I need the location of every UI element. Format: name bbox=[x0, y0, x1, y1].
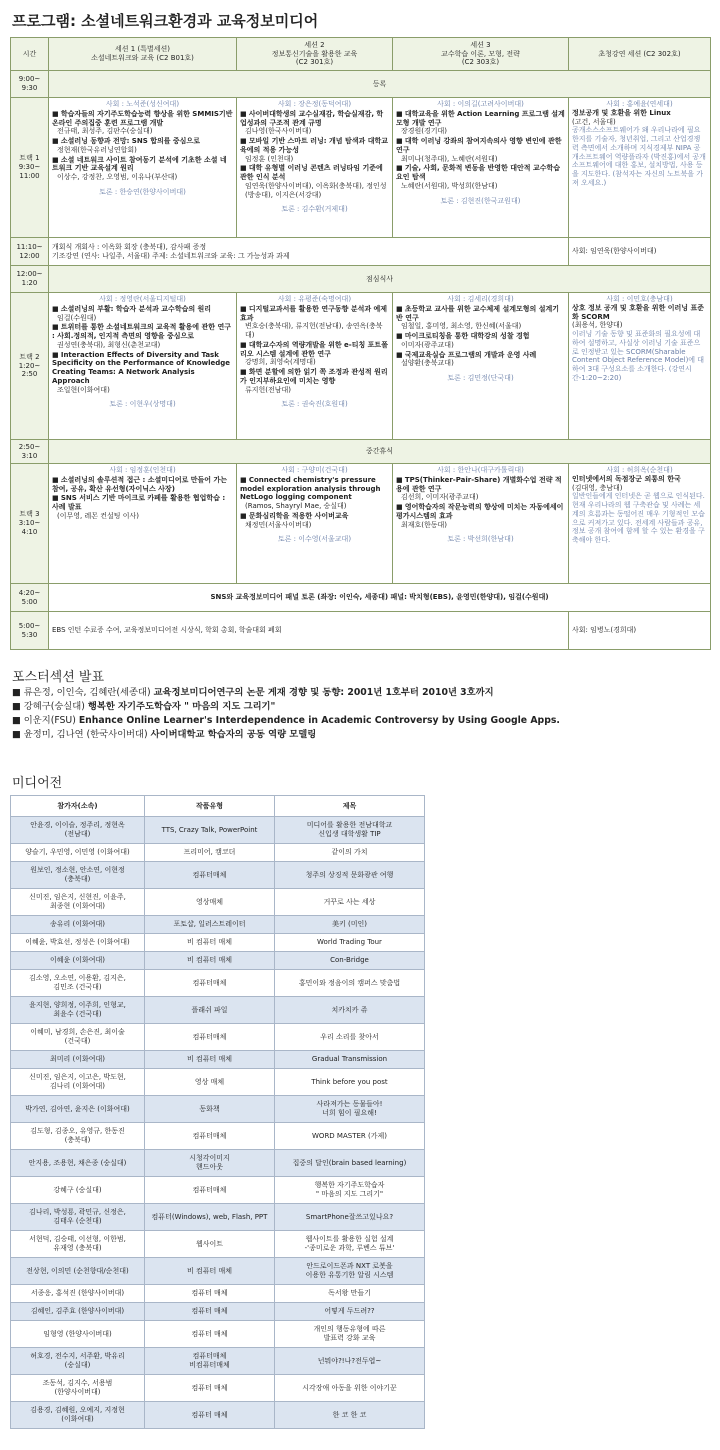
table-row bbox=[11, 1258, 425, 1285]
paper-authors: (Ramos, Shayryl Mae, 숭실대) bbox=[245, 502, 347, 510]
media-participants: 원보인, 정소현, 안소연, 이현정 (충북대) bbox=[11, 862, 145, 889]
track1-session1 bbox=[49, 98, 237, 238]
paper-title: 대학 유형별 이러닝 콘텐츠 러닝타임 기준에 관한 인식 분석 bbox=[240, 164, 383, 181]
paper-item bbox=[396, 503, 565, 529]
track1-session2 bbox=[237, 98, 393, 238]
poster-authors: 류은정, 이인숙, 김혜란(세종대) bbox=[23, 687, 151, 698]
media-title: 넌뭐야?!나?전두엽~ bbox=[275, 1348, 425, 1375]
panel-time: 4:20~ 5:00 bbox=[11, 584, 49, 612]
poster-list bbox=[12, 686, 560, 742]
media-type: 컴퓨터 매체 bbox=[145, 1402, 275, 1429]
invited-speaker: (고건, 서울대) bbox=[572, 117, 616, 126]
table-row bbox=[11, 1204, 425, 1231]
media-heading: 미디어전 bbox=[12, 776, 63, 791]
bullet-icon: ■ bbox=[52, 323, 61, 332]
track2-invited bbox=[569, 293, 711, 440]
closing-time: 5:00~ 5:30 bbox=[11, 612, 49, 650]
track1-row bbox=[11, 98, 711, 238]
bullet-icon: ■ bbox=[396, 109, 405, 118]
media-type: 컴퓨터(Windows), web, Flash, PPT bbox=[145, 1204, 275, 1231]
media-participants: 신미진, 임은지, 신현진, 이윤주, 최종현 (이화여대) bbox=[11, 889, 145, 916]
lunch-time: 12:00~ 1:20 bbox=[11, 266, 49, 293]
invited-desc: 이러닝 기술 동향 및 표준화의 필요성에 대하여 설명하고, 사실상 이러닝 기술 표준으로 인정받고 있는 SCORM(Sharable Content Object Reference Model)에 대하여 3대 구성요소를 소개한다. (강연시간-1:20~2:20) bbox=[572, 330, 705, 382]
bullet-icon: ■ bbox=[52, 304, 61, 313]
paper-title: 소셜러닝의 부활: 학습자 분석과 교수학습의 원리 bbox=[60, 304, 212, 313]
paper-authors: 권성연(충북대), 최형신(춘천교대) bbox=[57, 340, 161, 349]
bullet-icon: ■ bbox=[52, 494, 61, 503]
poster-title: Enhance Online Learner's Interdependence in Academic Controversy by Using Google Apps. bbox=[78, 715, 560, 726]
media-title: Con-Bridge bbox=[275, 952, 425, 970]
bullet-icon: ■ bbox=[396, 475, 405, 484]
panel-row bbox=[11, 584, 711, 612]
poster-authors: 이운지(FSU) bbox=[23, 715, 76, 726]
track2-time: 트랙 2 1:20~ 2:50 bbox=[11, 293, 49, 440]
paper-title: 트위터를 통한 소셜네트워크의 교육적 활용에 관한 연구 : 사회.정의적, 인지적 측면의 영향을 중심으로 bbox=[52, 323, 231, 340]
paper-title: 기술, 사회, 문화적 변동을 반영한 대안적 교수학습 요인 탐색 bbox=[396, 164, 561, 181]
break-label: 중간휴식 bbox=[49, 440, 711, 464]
media-type: 웹사이트 bbox=[145, 1231, 275, 1258]
bullet-icon: ■ bbox=[52, 475, 61, 484]
media-type: 영상 매체 bbox=[145, 1069, 275, 1096]
paper-title: 사이버대학생의 교수실재감, 학습실재감, 학업성과의 구조적 관계 규명 bbox=[240, 109, 384, 127]
media-participants: 양슬기, 우민영, 이민영 (이화여대) bbox=[11, 844, 145, 862]
media-participants: 안윤경, 이이슬, 정주리, 정현옥 (전남대) bbox=[11, 817, 145, 844]
lunch-label: 점심식사 bbox=[49, 266, 711, 293]
invited-speaker: (김대영, 충남대) bbox=[572, 483, 623, 492]
track2-session2 bbox=[237, 293, 393, 440]
media-participants: 허호경, 전수지, 서주환, 박유리 (숭실대) bbox=[11, 1348, 145, 1375]
media-title: Gradual Transmission bbox=[275, 1051, 425, 1069]
table-row bbox=[11, 1285, 425, 1303]
invited-desc: 공개소스소프트웨어가 왜 우리나라에 필요한지를 기술자, 청년취업, 그리고 산업경쟁력 측면에서 소개하며 지식경제부 NIPA 공개소프트웨어 역량플라자 (박진홍)에서 공개소프트웨어에 대한 홍보, 설치방법, 사용 등을 지도한다. (참석자는 자신의 노트북을 가져 오세요.) bbox=[572, 126, 706, 187]
bullet-icon: ■ bbox=[396, 164, 405, 173]
media-type: 비 컴퓨터 매체 bbox=[145, 952, 275, 970]
bullet-icon: ■ bbox=[12, 701, 24, 712]
poster-item bbox=[12, 714, 560, 728]
session-chair: 사회 : 구양미(건국대) bbox=[281, 466, 348, 474]
lunch-row bbox=[11, 266, 711, 293]
track2-session1 bbox=[49, 293, 237, 440]
session-chair: 사회 : 장은정(동덕여대) bbox=[277, 100, 352, 108]
session-chair: 사회 : 정영란(서울디지털대) bbox=[99, 295, 186, 303]
media-title: 안드로이드폰과 NXT 로봇을 이용한 유통기한 알림 시스템 bbox=[275, 1258, 425, 1285]
media-title: 집중의 달인(brain based learning) bbox=[275, 1150, 425, 1177]
opening-chair: 사회: 임연욱(한양사이버대) bbox=[569, 238, 711, 266]
paper-authors: 이미자(광주교대) bbox=[401, 340, 454, 349]
table-row bbox=[11, 934, 425, 952]
track3-row bbox=[11, 464, 711, 584]
media-title: 개인의 행동유형에 따른 발표력 강화 교육 bbox=[275, 1321, 425, 1348]
media-title: 행복한 자기주도학습자 " 마음의 지도 그리기" bbox=[275, 1177, 425, 1204]
media-participants: 전상현, 이의민 (순천향대/순천대) bbox=[11, 1258, 145, 1285]
bullet-icon: ■ bbox=[396, 137, 405, 145]
paper-item bbox=[52, 110, 233, 136]
header-invited: 초청강연 세션 (C2 302호) bbox=[569, 38, 711, 71]
session-chair: 사회 : 김세리(경희대) bbox=[447, 295, 514, 303]
media-type: 컴퓨터매체 bbox=[145, 1024, 275, 1051]
table-row bbox=[11, 1096, 425, 1123]
media-participants: 신미진, 임은지, 이고은, 박도현, 김나리 (이화여대) bbox=[11, 1069, 145, 1096]
paper-item bbox=[52, 156, 233, 182]
session-chair: 사회 : 노석준(성신여대) bbox=[105, 100, 180, 108]
media-participants: 윤지현, 양희정, 이주희, 인형교, 최윤수 (건국대) bbox=[11, 997, 145, 1024]
paper-item bbox=[396, 110, 565, 136]
media-title: 미디어를 활용한 전남대학교 신입생 대학생활 TIP bbox=[275, 817, 425, 844]
registration-label: 등록 bbox=[49, 71, 711, 98]
media-type: 비 컴퓨터 매체 bbox=[145, 934, 275, 952]
media-participants: 조동석, 김지수, 서용범 (한양사이버대) bbox=[11, 1375, 145, 1402]
track3-session2 bbox=[237, 464, 393, 584]
bullet-icon: ■ bbox=[396, 350, 405, 359]
media-col-header: 제목 bbox=[275, 796, 425, 817]
poster-heading: 포스터섹션 발표 bbox=[12, 670, 105, 685]
paper-item bbox=[52, 305, 233, 323]
media-title: 독서왕 만들기 bbox=[275, 1285, 425, 1303]
bullet-icon: ■ bbox=[52, 350, 61, 359]
session-discussant: 토론 : 김수환(거제대) bbox=[281, 205, 348, 214]
paper-authors: 설양환(충북교대) bbox=[401, 359, 454, 368]
registration-time: 9:00~ 9:30 bbox=[11, 71, 49, 98]
header-session-1: 세션 1 (특별세션) 소셜네트워크와 교육 (C2 B01호) bbox=[49, 38, 237, 71]
poster-title: 교육정보미디어연구의 논문 게재 경향 및 동향: 2001년 1호부터 2010년 3호까지 bbox=[153, 687, 494, 698]
bullet-icon: ■ bbox=[240, 340, 249, 349]
media-participants: 김나리, 박성룡, 곽민규, 신정은, 김태우 (순천대) bbox=[11, 1204, 145, 1231]
media-participants: 최미리 (이화여대) bbox=[11, 1051, 145, 1069]
bullet-icon: ■ bbox=[240, 475, 249, 484]
table-row bbox=[11, 1150, 425, 1177]
media-title: 치카치카 쥬 bbox=[275, 997, 425, 1024]
media-title: 같이의 가치 bbox=[275, 844, 425, 862]
table-row bbox=[11, 817, 425, 844]
poster-item bbox=[12, 700, 560, 714]
opening-content bbox=[49, 238, 569, 266]
bullet-icon: ■ bbox=[240, 304, 249, 313]
paper-item bbox=[240, 512, 389, 530]
poster-item bbox=[12, 728, 560, 742]
media-type: 컴퓨터매체 bbox=[145, 970, 275, 997]
session-discussant: 토론 : 이현우(상명대) bbox=[109, 400, 176, 409]
opening-line1: 개회식 개회사 : 이옥화 회장 (충북대), 감사패 증정 bbox=[52, 242, 207, 251]
media-type: 컴퓨터매체 bbox=[145, 1123, 275, 1150]
paper-item bbox=[240, 341, 389, 367]
media-type: 비 컴퓨터 매체 bbox=[145, 1258, 275, 1285]
track3-session1 bbox=[49, 464, 237, 584]
paper-authors: 임정훈 (인천대) bbox=[245, 154, 294, 163]
media-type: 컴퓨터매체 bbox=[145, 1177, 275, 1204]
bullet-icon: ■ bbox=[396, 503, 405, 511]
invited-desc: 일반인들에게 인터넷은 곧 웹으로 인식된다. 현재 우리나라의 웹 구축관습 및 사례는 세계의 흐름과는 동떨어진 매우 기형적인 모습으로 커져가고 있다. 전세계 사람들과 공유, 정보 공개 참여에 함께 할 수 있는 환경을 구축해야 한다. bbox=[572, 492, 705, 544]
paper-title: 대학 이러닝 강좌의 참여지속의사 영향 변인에 관한 연구 bbox=[396, 137, 562, 154]
session-chair: 사회 : 이의길(고려사이버대) bbox=[437, 100, 524, 108]
paper-authors: 임걸(수원대) bbox=[57, 313, 97, 322]
invited-title: 인터넷에서의 독점장군 외통의 한국 bbox=[572, 474, 681, 483]
invited-title: 정보공개 및 호환을 위한 Linux bbox=[572, 108, 671, 117]
bullet-icon: ■ bbox=[396, 304, 405, 313]
media-participants: 박가연, 김아연, 윤지은 (이화여대) bbox=[11, 1096, 145, 1123]
paper-title: 영어학습자의 작문능력의 향상에 미치는 자동에세이 평가시스템의 효과 bbox=[396, 503, 564, 520]
media-title: Think before you post bbox=[275, 1069, 425, 1096]
paper-item bbox=[396, 164, 565, 190]
paper-item bbox=[240, 164, 389, 199]
media-type: 비 컴퓨터 매체 bbox=[145, 1051, 275, 1069]
media-title: 美키 (미인) bbox=[275, 916, 425, 934]
bullet-icon: ■ bbox=[240, 511, 249, 520]
table-row bbox=[11, 1024, 425, 1051]
table-row bbox=[11, 997, 425, 1024]
bullet-icon: ■ bbox=[12, 715, 24, 726]
media-title: 웹사이트를 활용한 실험 설계 -'종미로운 과학, 루벤스 튜브' bbox=[275, 1231, 425, 1258]
paper-authors: 임철일, 홍미영, 최소영, 한신혜(서울대) bbox=[401, 322, 522, 331]
table-row bbox=[11, 1231, 425, 1258]
paper-item bbox=[240, 137, 389, 163]
table-row bbox=[11, 1375, 425, 1402]
session-discussant: 토론 : 이수영(서울교대) bbox=[277, 535, 352, 544]
poster-item bbox=[12, 686, 560, 700]
track3-invited bbox=[569, 464, 711, 584]
poster-title: 행복한 자기주도학습자 " 마음의 지도 그리기" bbox=[87, 701, 276, 712]
track1-session3 bbox=[393, 98, 569, 238]
media-type: 컴퓨터 매체 bbox=[145, 1375, 275, 1402]
paper-item bbox=[52, 351, 233, 395]
media-title: 홍민이와 정음이의 캠퍼스 맞춤법 bbox=[275, 970, 425, 997]
header-session-2: 세션 2 정보통신기술을 활용한 교육 (C2 301호) bbox=[237, 38, 393, 71]
table-row bbox=[11, 1123, 425, 1150]
table-row bbox=[11, 1069, 425, 1096]
paper-item bbox=[52, 494, 233, 520]
session-discussant: 토론 : 박선희(한남대) bbox=[447, 535, 514, 544]
paper-item bbox=[240, 476, 389, 511]
paper-item bbox=[240, 368, 389, 394]
paper-authors: 장경원(경기대) bbox=[401, 127, 448, 136]
panel-label: SNS와 교육정보미디어 패널 토론 (좌장: 이인숙, 세종대) 패널: 박치형(EBS), 윤영민(한양대), 임걸(수원대) bbox=[49, 584, 711, 612]
track2-row bbox=[11, 293, 711, 440]
media-type: 영상매체 bbox=[145, 889, 275, 916]
paper-authors: 정현재(한국유러닝연합회) bbox=[57, 145, 137, 154]
bullet-icon: ■ bbox=[12, 729, 24, 740]
closing-chair: 사회: 임병노(경희대) bbox=[569, 612, 711, 650]
closing-label: EBS 인턴 수료증 수여, 교육정보미디어전 시상식, 학회 총회, 학술대회 폐회 bbox=[49, 612, 569, 650]
media-type: 컴퓨터 매체 bbox=[145, 1303, 275, 1321]
paper-authors: 조일현(이화여대) bbox=[57, 385, 110, 394]
table-row bbox=[11, 916, 425, 934]
media-col-header: 참가자(소속) bbox=[11, 796, 145, 817]
table-row bbox=[11, 952, 425, 970]
paper-title: 대학교육을 위한 Action Learning 프로그램 설계모형 개발 연구 bbox=[396, 109, 565, 127]
bullet-icon: ■ bbox=[396, 332, 405, 340]
media-type: TTS, Crazy Talk, PowerPoint bbox=[145, 817, 275, 844]
media-title: World Trading Tour bbox=[275, 934, 425, 952]
opening-row bbox=[11, 238, 711, 266]
paper-title: 모바일 기반 스마트 러닝: 개념 탐색과 대학교육에의 적용 가능성 bbox=[240, 137, 388, 154]
table-row bbox=[11, 1348, 425, 1375]
bullet-icon: ■ bbox=[52, 109, 61, 118]
table-row bbox=[11, 1321, 425, 1348]
media-participants: 강혜구 (숭실대) bbox=[11, 1177, 145, 1204]
paper-authors: 최재호(한동대) bbox=[401, 520, 448, 529]
media-type: 프리미어, 캠코더 bbox=[145, 844, 275, 862]
paper-authors: 김나영(한국사이버대) bbox=[245, 127, 312, 136]
bullet-icon: ■ bbox=[240, 137, 249, 145]
paper-authors: 최미나(청주대), 노혜란(서원대) bbox=[401, 154, 498, 163]
media-table bbox=[10, 795, 425, 1429]
media-type: 컴퓨터매체 bbox=[145, 862, 275, 889]
paper-item bbox=[396, 332, 565, 350]
bullet-icon: ■ bbox=[52, 137, 61, 145]
closing-row bbox=[11, 612, 711, 650]
track3-time: 트랙 3 3:10~ 4:10 bbox=[11, 464, 49, 584]
poster-title: 사이버대학교 학습자의 공동 역량 모델링 bbox=[150, 729, 317, 740]
paper-item bbox=[52, 323, 233, 349]
media-type: 컴퓨터 매체 bbox=[145, 1285, 275, 1303]
media-title: 한 코 한 코 bbox=[275, 1402, 425, 1429]
registration-row bbox=[11, 71, 711, 98]
paper-title: TPS(Thinker-Pair-Share) 개별화수업 전략 적용에 관한 연구 bbox=[396, 475, 562, 493]
paper-title: 마이크로티칭을 통한 대학강의 성찰 경험 bbox=[404, 332, 530, 340]
media-participants: 송유리 (이화여대) bbox=[11, 916, 145, 934]
opening-time: 11:10~ 12:00 bbox=[11, 238, 49, 266]
paper-item bbox=[240, 110, 389, 136]
media-type: 포토샵, 일러스트레이터 bbox=[145, 916, 275, 934]
media-title: 시각장애 아동을 위한 이야기꾼 bbox=[275, 1375, 425, 1402]
paper-item bbox=[240, 305, 389, 340]
table-row bbox=[11, 844, 425, 862]
session-chair: 사회 : 유평준(숙명여대) bbox=[277, 295, 352, 303]
session-discussant: 토론 : 김현진(한국교원대) bbox=[440, 196, 521, 205]
bullet-icon: ■ bbox=[12, 687, 24, 698]
session-chair: 사회 : 임정훈(인천대) bbox=[109, 466, 176, 474]
bullet-icon: ■ bbox=[240, 368, 249, 376]
session-discussant: 토론 : 김민정(단국대) bbox=[447, 374, 514, 382]
opening-line2: 기조강연 (연사: 나일주, 서울대) 주제: 소셜네트워크와 교육: 그 가능성과 과제 bbox=[52, 251, 290, 260]
paper-authors: 노혜란(서원대), 박성희(한남대) bbox=[401, 181, 498, 190]
track1-time: 트랙 1 9:30~ 11:00 bbox=[11, 98, 49, 238]
paper-title: 초등학교 교사를 위한 교수체제 설계모형의 설계기반 연구 bbox=[396, 304, 560, 322]
paper-authors: 류지헌(전남대) bbox=[245, 385, 292, 394]
bullet-icon: ■ bbox=[52, 155, 61, 164]
paper-authors: 전규태, 최성주, 김판수(숭실대) bbox=[57, 127, 153, 136]
track3-session3 bbox=[393, 464, 569, 584]
paper-authors: 변호승(충북대), 류지헌(전남대), 송연옥(충북대) bbox=[245, 322, 383, 339]
media-type: 동화책 bbox=[145, 1096, 275, 1123]
media-participants: 임형영 (한양사이버대) bbox=[11, 1321, 145, 1348]
invited-chair: 사회 : 이민호(충남대) bbox=[606, 295, 673, 303]
table-row bbox=[11, 862, 425, 889]
session-discussant: 토론 : 권숙진(호원대) bbox=[281, 400, 348, 409]
paper-title: 문화심리학을 적용한 사이버교육 bbox=[248, 511, 349, 520]
paper-title: 대학교수자의 역량개발을 위한 e-티칭 포트폴리오 시스템 설계에 관한 연구 bbox=[240, 340, 388, 358]
paper-title: 소셜러닝의 솔루션적 접근 : 소셜미디어로 만들어 가는 참여, 공유, 확산 유선형(자이닉스 사장) bbox=[52, 475, 228, 493]
media-type: 시청각이미지 핸드아웃 bbox=[145, 1150, 275, 1177]
paper-item bbox=[52, 137, 233, 155]
session-chair: 사회 : 한안나(대구카톨릭대) bbox=[437, 466, 524, 474]
paper-title: 소셜러닝 동향과 전망: SNS 합의를 중심으로 bbox=[60, 137, 200, 145]
table-row bbox=[11, 1303, 425, 1321]
paper-title: Connected chemistry's pressure model exploration analysis through NetLogo logging component bbox=[240, 475, 381, 502]
invited-chair: 사회 : 허희옥(순천대) bbox=[606, 466, 673, 474]
table-row bbox=[11, 1402, 425, 1429]
media-title: 우리 소리를 찾아서 bbox=[275, 1024, 425, 1051]
table-row bbox=[11, 1051, 425, 1069]
paper-authors: 채정민(서울사이버대) bbox=[245, 520, 312, 529]
paper-item bbox=[396, 305, 565, 331]
media-participants: 이혜윤 (이화여대) bbox=[11, 952, 145, 970]
paper-item bbox=[396, 476, 565, 502]
paper-item bbox=[396, 351, 565, 369]
media-type: 컴퓨터매체 비컴퓨터매체 bbox=[145, 1348, 275, 1375]
paper-authors: 김선희, 이미자(광주교대) bbox=[401, 493, 479, 502]
track1-invited bbox=[569, 98, 711, 238]
paper-title: 국제교육실습 프로그램의 개발과 운영 사례 bbox=[404, 350, 537, 359]
media-participants: 김소영, 오소연, 이용환, 김지은, 김민조 (건국대) bbox=[11, 970, 145, 997]
paper-title: 화면 분할에 의한 읽기 쪽 조정과 관성적 원리가 인지부하요인에 미치는 영향 bbox=[240, 368, 388, 385]
media-title: 사라져가는 동물들아! 너희 힘이 필요해! bbox=[275, 1096, 425, 1123]
paper-title: 소셜 네트워크 사이트 참여동기 분석에 기초한 소셜 네트워크 기반 교육설계 원리 bbox=[52, 155, 227, 173]
media-header-row bbox=[11, 796, 425, 817]
media-participants: 서종응, 홍석진 (한양사이버대) bbox=[11, 1285, 145, 1303]
media-participants: 이혜미, 남경희, 손은진, 최이술 (건국대) bbox=[11, 1024, 145, 1051]
media-participants: 김혜인, 김주효 (한양사이버대) bbox=[11, 1303, 145, 1321]
break-row bbox=[11, 440, 711, 464]
poster-authors: 윤정미, 김나연 (한국사이버대) bbox=[23, 729, 148, 740]
table-row bbox=[11, 1177, 425, 1204]
media-type: 컴퓨터 매체 bbox=[145, 1321, 275, 1348]
media-title: 거꾸로 사는 세상 bbox=[275, 889, 425, 916]
paper-authors: 이상수, 강정찬, 오영범, 이유나(부산대) bbox=[57, 173, 178, 181]
paper-authors: 임연욱(한양사이버대), 이옥화(충북대), 정인성(방송대), 이지은(서강대) bbox=[245, 181, 387, 199]
paper-authors: 강명희, 최영숙(계명대) bbox=[245, 358, 316, 367]
media-participants: 이혜윤, 박효선, 정성은 (이화여대) bbox=[11, 934, 145, 952]
invited-speaker: (최용석, 한양대) bbox=[572, 321, 623, 330]
media-col-header: 작품유형 bbox=[145, 796, 275, 817]
media-title: WORD MASTER (가제) bbox=[275, 1123, 425, 1150]
session-discussant: 토론 : 한승연(한양사이버대) bbox=[99, 187, 186, 196]
break-time: 2:50~ 3:10 bbox=[11, 440, 49, 464]
paper-title: 학습자들의 자기주도학습능력 향상을 위한 SMMIS기반 온라인 주의집중 훈련 프로그램 개발 bbox=[52, 109, 233, 127]
paper-item bbox=[52, 476, 233, 494]
track2-session3 bbox=[393, 293, 569, 440]
program-header-row bbox=[11, 38, 711, 71]
media-participants: 김용경, 김혜원, 오예지, 지정현 (이화여대) bbox=[11, 1402, 145, 1429]
media-type: 플래쉬 파일 bbox=[145, 997, 275, 1024]
media-title: SmartPhone잘쓰고있나요? bbox=[275, 1204, 425, 1231]
header-session-3: 세션 3 교수학습 이론, 모형, 전략 (C2 303호) bbox=[393, 38, 569, 71]
poster-authors: 강혜구(숭실대) bbox=[23, 701, 85, 712]
paper-item bbox=[396, 137, 565, 163]
paper-title: SNS 서비스 기반 마이크로 카페를 활용한 협업학습 : 사례 발표 bbox=[52, 494, 226, 511]
table-row bbox=[11, 970, 425, 997]
invited-chair: 사회 : 홍예윤(연세대) bbox=[606, 100, 673, 108]
header-time: 시간 bbox=[11, 38, 49, 71]
bullet-icon: ■ bbox=[240, 109, 249, 118]
bullet-icon: ■ bbox=[240, 164, 249, 173]
table-row bbox=[11, 889, 425, 916]
media-participants: 안지용, 조용현, 채은종 (숭실대) bbox=[11, 1150, 145, 1177]
program-table bbox=[10, 37, 711, 650]
media-participants: 김도형, 김종오, 유영규, 한동진 (충북대) bbox=[11, 1123, 145, 1150]
media-participants: 서현덕, 김승태, 이선형, 이한범, 유재영 (충북대) bbox=[11, 1231, 145, 1258]
paper-title: Interaction Effects of Diversity and Task Specificity on the Performance of Knowledge Creating Teams: A Network Analysis Approach bbox=[52, 350, 231, 385]
media-title: 청주의 상징적 문화광관 여행 bbox=[275, 862, 425, 889]
program-title: 프로그램: 소셜네트워크환경과 교육정보미디어 bbox=[12, 12, 319, 30]
paper-authors: (이무영, 레몬 컨설팅 이사) bbox=[57, 511, 139, 520]
media-title: 어떻게 두드려?? bbox=[275, 1303, 425, 1321]
invited-title: 상호 정보 공개 및 호환을 위한 이러닝 표준화 SCORM bbox=[572, 303, 705, 321]
paper-title: 디지털교과서를 활용한 연구동향 분석과 예제 효과 bbox=[240, 304, 388, 322]
